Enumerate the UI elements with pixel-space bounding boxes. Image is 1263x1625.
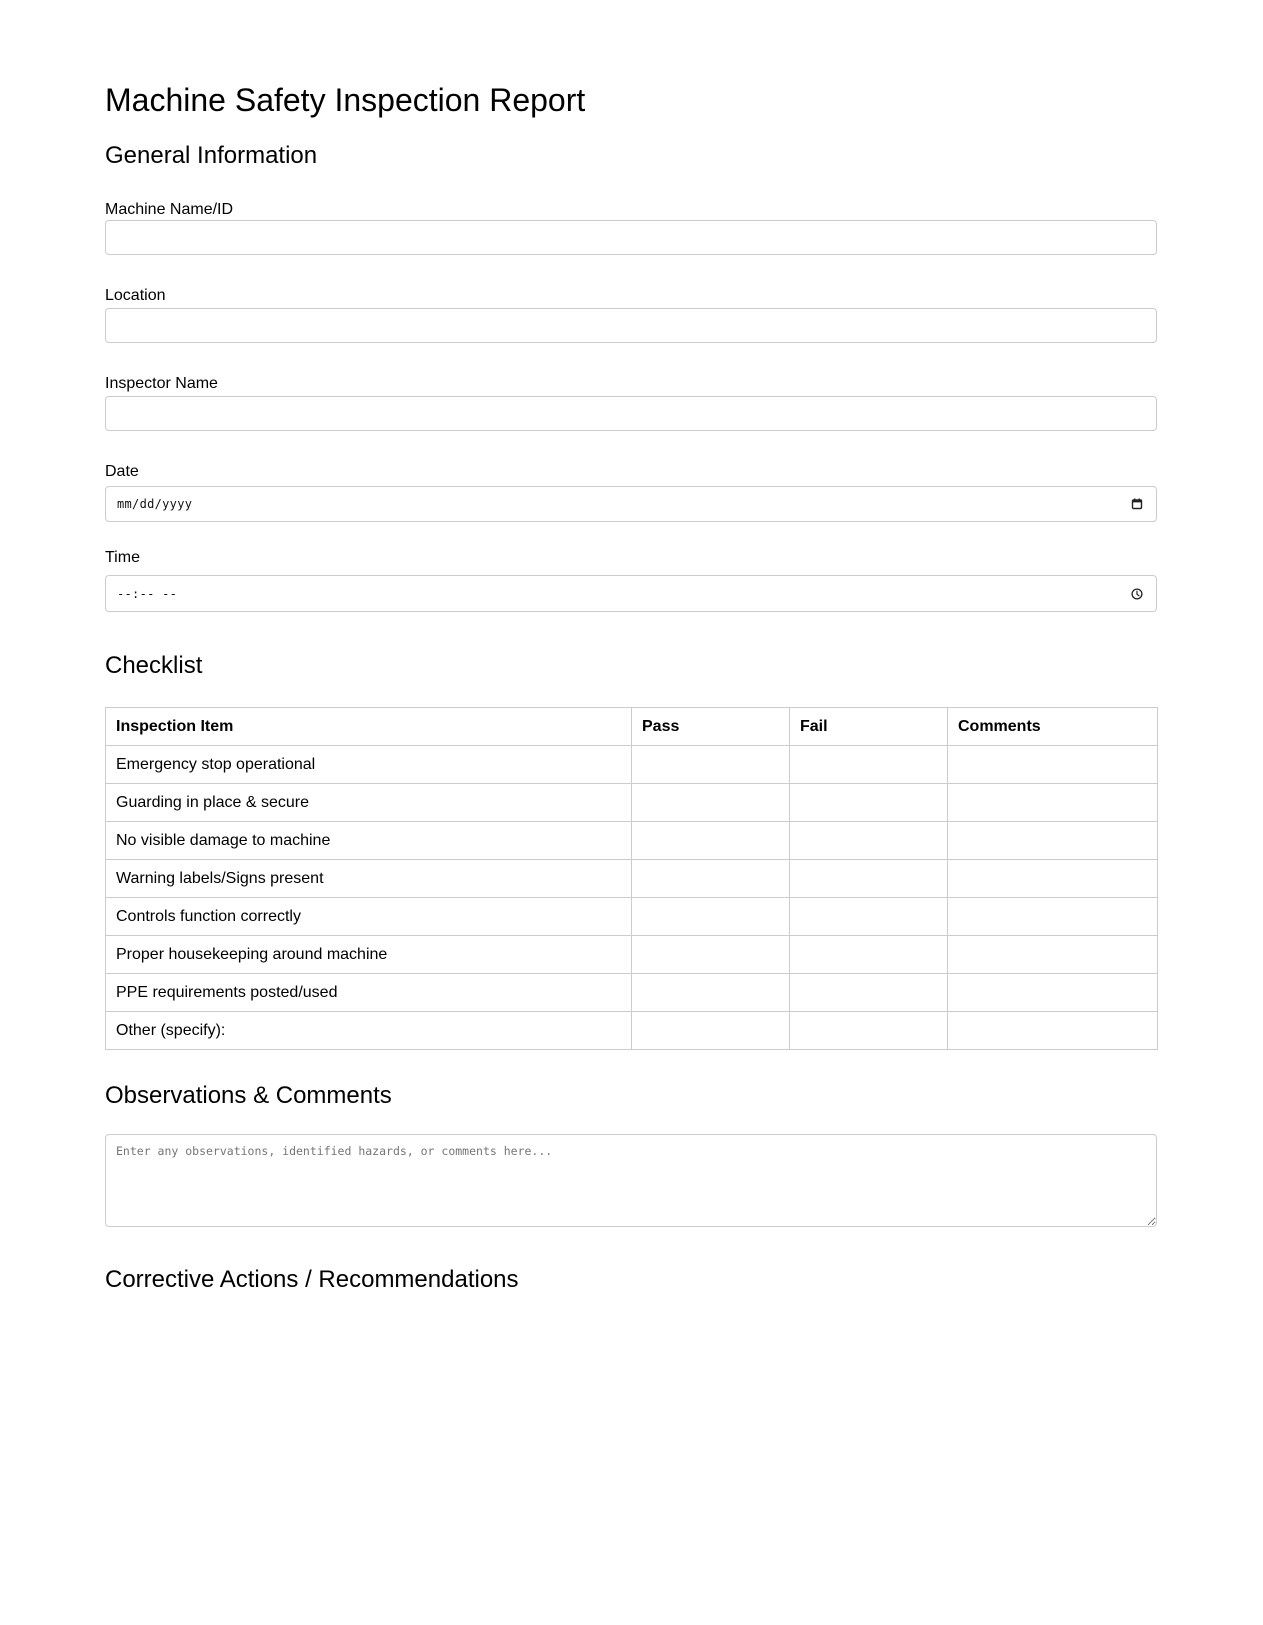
observations-textarea[interactable] xyxy=(105,1134,1157,1227)
page-title: Machine Safety Inspection Report xyxy=(105,82,586,118)
comments-cell[interactable] xyxy=(948,974,1158,1012)
table-row xyxy=(106,746,1158,784)
inspector-name-label: Inspector Name xyxy=(105,375,218,392)
section-heading-general-information: General Information xyxy=(105,142,318,169)
comments-cell[interactable] xyxy=(948,898,1158,936)
pass-cell[interactable] xyxy=(632,898,790,936)
inspection-item-cell: PPE requirements posted/used xyxy=(106,974,632,1012)
calendar-icon[interactable] xyxy=(1130,497,1144,511)
time-label: Time xyxy=(105,549,140,566)
table-row xyxy=(106,1012,1158,1050)
fail-cell[interactable] xyxy=(790,746,948,784)
fail-cell[interactable] xyxy=(790,860,948,898)
machine-name-label: Machine Name/ID xyxy=(105,201,234,218)
pass-cell[interactable] xyxy=(632,974,790,1012)
fail-cell[interactable] xyxy=(790,898,948,936)
comments-cell[interactable] xyxy=(948,784,1158,822)
table-row xyxy=(106,822,1158,860)
fail-cell[interactable] xyxy=(790,784,948,822)
pass-cell[interactable] xyxy=(632,822,790,860)
table-row xyxy=(106,898,1158,936)
time-input[interactable] xyxy=(105,575,1157,612)
time-input-placeholder: --:-- -- xyxy=(117,586,178,601)
inspection-item-cell: Other (specify): xyxy=(106,1012,632,1050)
table-row xyxy=(106,936,1158,974)
inspection-item-cell: Warning labels/Signs present xyxy=(106,860,632,898)
fail-cell[interactable] xyxy=(790,822,948,860)
pass-cell[interactable] xyxy=(632,936,790,974)
inspection-item-cell: No visible damage to machine xyxy=(106,822,632,860)
pass-cell[interactable] xyxy=(632,784,790,822)
comments-cell[interactable] xyxy=(948,746,1158,784)
column-header-inspection-item: Inspection Item xyxy=(106,708,632,746)
fail-cell[interactable] xyxy=(790,974,948,1012)
section-heading-checklist: Checklist xyxy=(105,652,203,679)
checklist-table xyxy=(105,707,1158,1050)
location-label: Location xyxy=(105,287,166,304)
date-input-placeholder: mm/dd/yyyy xyxy=(117,497,193,511)
inspector-name-input[interactable] xyxy=(105,396,1157,431)
inspection-item-cell: Proper housekeeping around machine xyxy=(106,936,632,974)
checklist-header-row xyxy=(106,708,1158,746)
date-input[interactable] xyxy=(105,486,1157,522)
column-header-fail: Fail xyxy=(790,708,948,746)
section-heading-corrective-actions: Corrective Actions / Recommendations xyxy=(105,1266,519,1293)
fail-cell[interactable] xyxy=(790,1012,948,1050)
fail-cell[interactable] xyxy=(790,936,948,974)
clock-icon[interactable] xyxy=(1130,587,1144,601)
inspection-item-cell: Emergency stop operational xyxy=(106,746,632,784)
column-header-pass: Pass xyxy=(632,708,790,746)
table-row xyxy=(106,784,1158,822)
inspection-item-cell: Guarding in place & secure xyxy=(106,784,632,822)
inspection-item-cell: Controls function correctly xyxy=(106,898,632,936)
comments-cell[interactable] xyxy=(948,860,1158,898)
machine-name-input[interactable] xyxy=(105,220,1157,255)
comments-cell[interactable] xyxy=(948,936,1158,974)
date-label: Date xyxy=(105,463,139,480)
column-header-comments: Comments xyxy=(948,708,1158,746)
table-row xyxy=(106,974,1158,1012)
comments-cell[interactable] xyxy=(948,1012,1158,1050)
pass-cell[interactable] xyxy=(632,860,790,898)
location-input[interactable] xyxy=(105,308,1157,343)
pass-cell[interactable] xyxy=(632,746,790,784)
pass-cell[interactable] xyxy=(632,1012,790,1050)
comments-cell[interactable] xyxy=(948,822,1158,860)
table-row xyxy=(106,860,1158,898)
section-heading-observations: Observations & Comments xyxy=(105,1082,392,1109)
